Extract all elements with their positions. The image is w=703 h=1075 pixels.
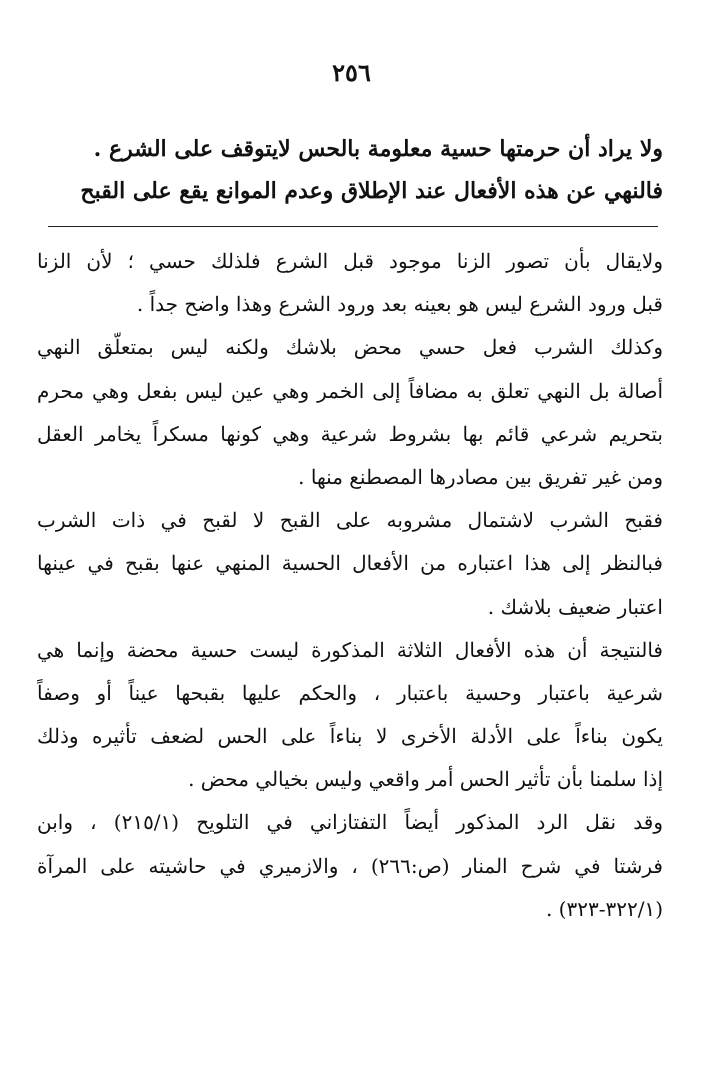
text-line: وقد نقل الرد المذكور أيضاً التفتازاني في التلويح (٢١٥/١) ، وابن — [37, 810, 663, 835]
text-line: ولايقال بأن تصور الزنا موجود قبل الشرع فلذلك حسي ؛ لأن الزنا — [37, 249, 663, 273]
text-line: يكون بناءاً على الأدلة الأخرى لا بناءاً على الحس لضعف تأثيره وذلك — [37, 724, 663, 749]
text-line: فبالنظر إلى هذا اعتباره من الأفعال الحسية المنهي عنها بقبح في عينها — [37, 551, 663, 576]
heading-line: ولا يراد أن حرمتها حسية معلومة بالحس لايتوقف على الشرع . — [93, 136, 663, 162]
heading-block — [43, 128, 663, 212]
text-line: أصالة بل النهي تعلق به مضافاً إلى الخمر وهي عين ليس بفعل وهي محرم — [37, 378, 663, 403]
text-line: شرعية باعتبار وحسية باعتبار ، والحكم عليها بقبحها عيناً أو وصفاً — [37, 680, 663, 705]
text-line: ومن غير تفريق بين مصادرها المصطنع منها . — [298, 464, 663, 489]
footnote-text — [37, 240, 663, 931]
text-line: (٣٢٢/١-٣٢٣) . — [545, 896, 663, 921]
text-line: إذا سلمنا بأن تأثير الحس أمر واقعي وليس بخيالي محض . — [188, 767, 663, 792]
heading-line: فالنهي عن هذه الأفعال عند الإطلاق وعدم الموانع يقع على القبح — [80, 178, 663, 204]
footnote-divider — [48, 226, 658, 227]
text-line: بتحريم شرعي قائم بها بشروط شرعية وهي كونها مسكراً يخامر العقل — [37, 421, 663, 446]
text-line: فقبح الشرب لاشتمال مشروبه على القبح لا لقبح في ذات الشرب — [37, 508, 663, 533]
text-line: وكذلك الشرب فعل حسي محض بلاشك ولكنه ليس بمتعلّق النهي — [37, 335, 663, 360]
text-line: قبل ورود الشرع ليس هو بعينه بعد ورود الشرع وهذا واضح جداً . — [136, 292, 663, 317]
text-line: فرشتا في شرح المنار (ص:٢٦٦) ، والازميري في حاشيته على المرآة — [37, 853, 663, 878]
text-line: اعتبار ضعيف بلاشك . — [487, 594, 663, 619]
page-number: ٢٥٦ — [332, 58, 371, 87]
text-line: فالنتيجة أن هذه الأفعال الثلاثة المذكورة ليست حسية محضة وإنما هي — [37, 637, 663, 662]
